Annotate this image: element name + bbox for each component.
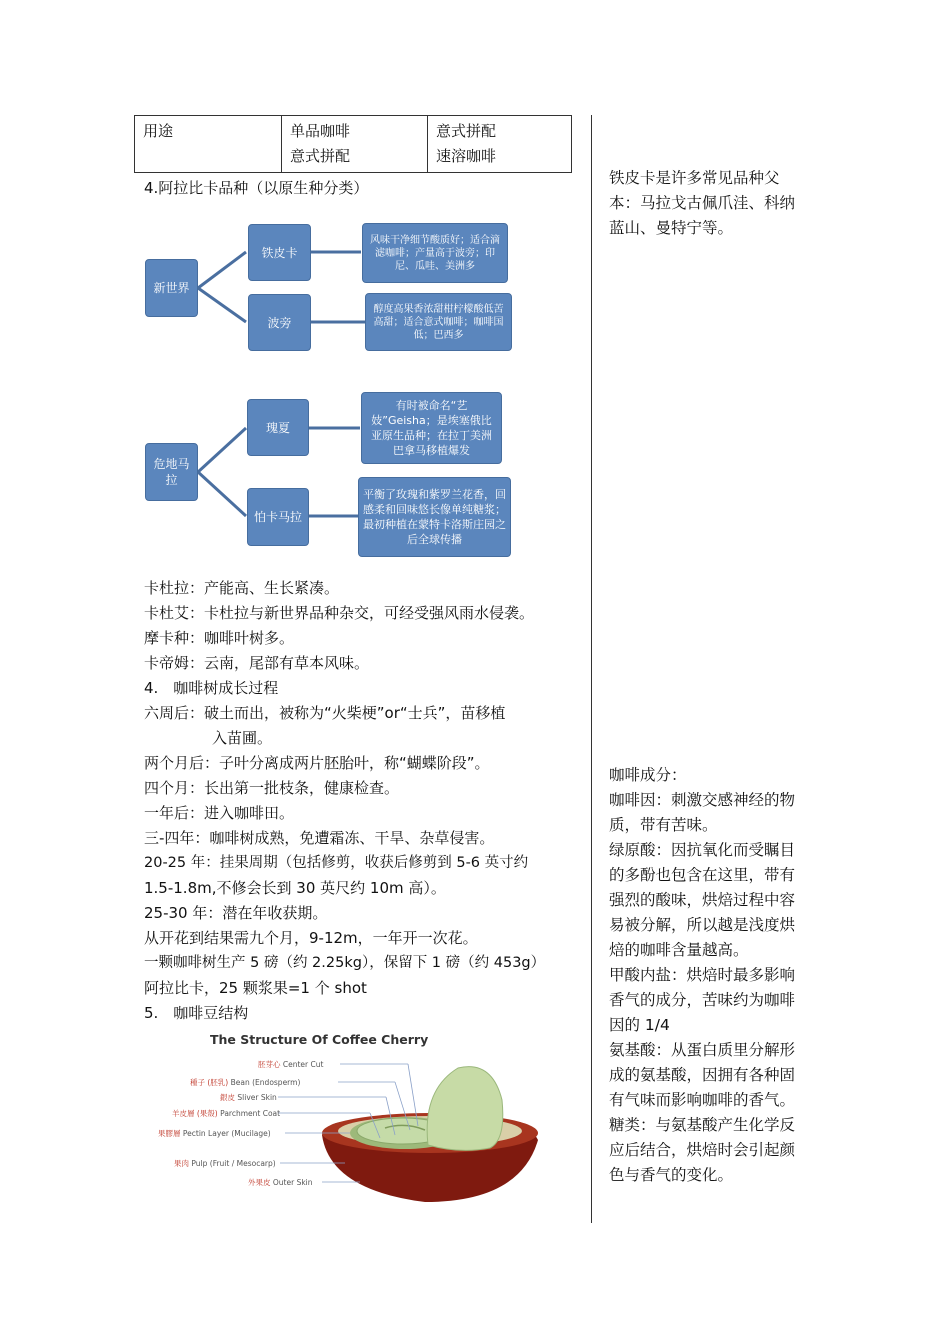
- diagram-node-bourbon-desc: 醇度高果香浓甜柑柠檬酸低苦高甜；适合意式咖啡；咖啡国低；巴西多: [365, 293, 512, 351]
- text-line: 从开花到结果需九个月，9-12m，一年开一次花。: [144, 929, 478, 947]
- cell-text: 单品咖啡: [290, 122, 351, 140]
- text-line: 一年后：进入咖啡田。: [144, 804, 295, 822]
- cherry-label: 胚芽心 Center Cut: [258, 1060, 324, 1069]
- cherry-label: 種子 (胚乳) Bean (Endosperm): [190, 1078, 301, 1087]
- side-note-line: 蓝山、曼特宁等。: [609, 219, 734, 237]
- text-line: 一颗咖啡树生产 5 磅（约 2.25kg），保留下 1 磅（约 453g）: [144, 955, 546, 971]
- side-note-line: 焙的咖啡含量越高。: [609, 941, 749, 959]
- side-note-line: 铁皮卡是许多常见品种父: [609, 169, 780, 187]
- text-line: 25-30 年：潜在年收获期。: [144, 904, 328, 922]
- diagram-node-typica: 铁皮卡: [248, 224, 311, 281]
- text-line: 卡杜拉：产能高、生长紧凑。: [144, 579, 340, 597]
- diagram-node-new-world: 新世界: [145, 259, 198, 317]
- side-note-line: 咖啡因：刺激交感神经的物: [609, 791, 796, 809]
- side-note-line: 咖啡成分：: [609, 766, 687, 784]
- connector-line: [198, 252, 246, 288]
- text-line: 20-25 年：挂果周期（包括修剪，收获后修剪到 5-6 英寸约: [144, 855, 529, 871]
- cherry-label: 銀皮 Sliver Skin: [220, 1093, 277, 1102]
- side-note-line: 本：马拉戈古佩爪洼、科纳: [609, 194, 796, 212]
- side-note-line: 香气的成分，苦味约为咖啡: [609, 991, 796, 1009]
- diagram-node-geisha: 瑰夏: [247, 399, 309, 456]
- coffee-cherry-figure: [158, 1030, 560, 1205]
- text-line: 阿拉比卡，25 颗浆果=1 个 shot: [144, 979, 367, 997]
- side-note-line: 成的氨基酸，因拥有各种固: [609, 1066, 796, 1084]
- text-line: 四个月：长出第一批枝条，健康检查。: [144, 779, 400, 797]
- side-note-line: 易被分解，所以越是浅度烘: [609, 916, 796, 934]
- side-note-line: 氨基酸：从蛋白质里分解形: [609, 1041, 796, 1059]
- side-note-line: 甲酸内盐：烘焙时最多影响: [609, 966, 796, 984]
- connector-line: [198, 428, 246, 472]
- side-note-line: 有气味而影响咖啡的香气。: [609, 1091, 796, 1109]
- side-note-line: 质，带有苦味。: [609, 816, 718, 834]
- text-line: 摩卡种：咖啡叶树多。: [144, 629, 295, 647]
- diagram-node-pacamara-desc: 平衡了玫瑰和紫罗兰花香，回感柔和回味悠长像单纯糖浆；最初种植在蒙特卡洛斯庄园之后全球传播: [358, 477, 511, 557]
- diagram-node-guatemala: 危地马拉: [145, 443, 198, 501]
- text-line: 六周后：破土而出，被称为“火柴梗”or“士兵”，苗移植: [144, 704, 506, 722]
- side-note-line: 绿原酸：因抗氧化而受瞩目: [609, 841, 796, 859]
- text-line: 入苗圃。: [212, 729, 273, 747]
- diagram-node-typica-desc: 风味干净细节酸质好；适合滴滤咖啡；产量高于波旁；印尼、瓜哇、美洲多: [362, 223, 508, 283]
- side-note-line: 的多酚也包含在这里，带有: [609, 866, 796, 884]
- cell-text: 速溶咖啡: [436, 147, 497, 165]
- section-title-growth: 4. 咖啡树成长过程: [144, 679, 279, 697]
- column-divider: [591, 115, 592, 1223]
- cherry-title: The Structure Of Coffee Cherry: [210, 1032, 429, 1047]
- cherry-label: 外果皮 Outer Skin: [248, 1178, 313, 1187]
- side-note-line: 糖类：与氨基酸产生化学反: [609, 1116, 796, 1134]
- cherry-label: 果膠層 Pectin Layer (Mucilage): [158, 1129, 271, 1138]
- section-title-structure: 5. 咖啡豆结构: [144, 1004, 249, 1022]
- section-title-varieties: 4.阿拉比卡品种（以原生种分类）: [144, 179, 369, 197]
- diagram-node-bourbon: 波旁: [248, 294, 311, 351]
- usage-label: 用途: [143, 122, 174, 140]
- side-note-line: 因的 1/4: [609, 1016, 670, 1034]
- side-note-components: [609, 763, 814, 1188]
- text-line: 三-四年：咖啡树成熟，免遭霜冻、干旱、杂草侵害。: [144, 829, 495, 847]
- side-note-typica: [609, 166, 814, 241]
- cherry-label: 羊皮層 (果殼) Parchment Coat: [172, 1109, 281, 1118]
- cherry-bean-half: [427, 1067, 503, 1151]
- connector-line: [198, 288, 246, 322]
- side-note-line: 强烈的酸味，烘焙过程中容: [609, 891, 796, 909]
- text-line: 卡帝姆：云南，尾部有草本风味。: [144, 654, 370, 672]
- side-note-line: 色与香气的变化。: [609, 1166, 734, 1184]
- text-line: 卡杜艾：卡杜拉与新世界品种杂交，可经受强风雨水侵袭。: [144, 604, 535, 622]
- diagram-node-pacamara: 怕卡马拉: [247, 488, 309, 546]
- side-note-line: 应后结合，烘焙时会引起颜: [609, 1141, 796, 1159]
- cherry-label: 果肉 Pulp (Fruit / Mesocarp): [174, 1159, 276, 1168]
- text-line: 1.5-1.8m,不修会长到 30 英尺约 10m 高）。: [144, 879, 446, 897]
- cell-text: 意式拼配: [436, 122, 497, 140]
- connector-line: [198, 472, 246, 516]
- cell-text: 意式拼配: [290, 147, 351, 165]
- text-line: 两个月后：子叶分离成两片胚胎叶，称“蝴蝶阶段”。: [144, 754, 490, 772]
- diagram-node-geisha-desc: 有时被命名“艺妓”Geisha；是埃塞俄比亚原生品种；在拉丁美洲巴拿马移植爆发: [361, 392, 502, 464]
